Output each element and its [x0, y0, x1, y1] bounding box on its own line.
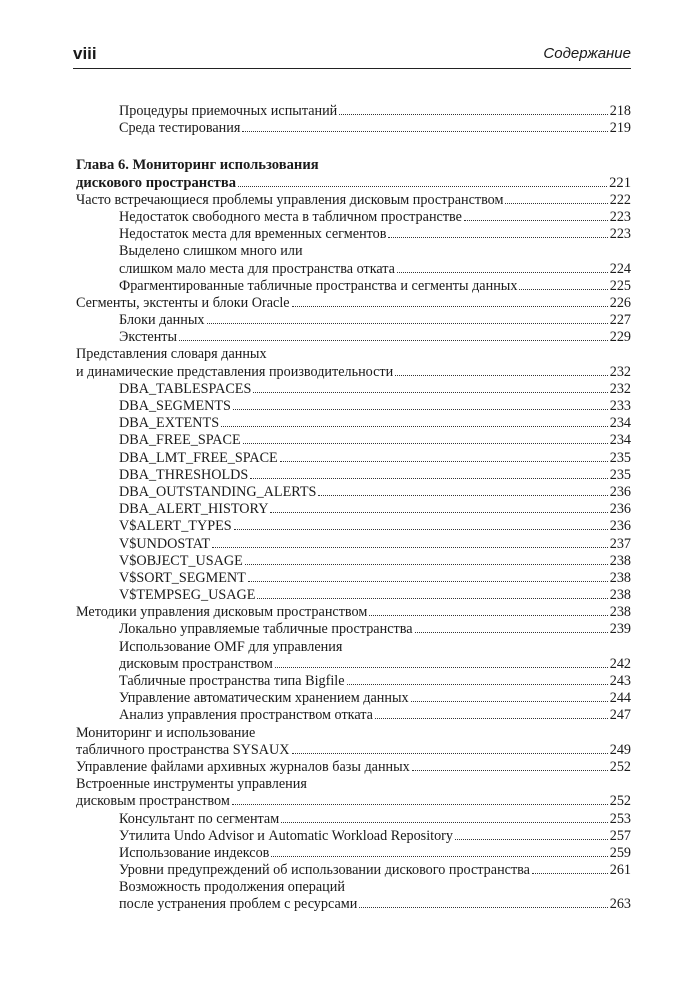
dot-leader	[411, 701, 608, 702]
toc-page-number: 219	[609, 120, 631, 137]
toc-entry	[73, 432, 631, 449]
toc-entry-title: Локально управляемые табличные пространства	[119, 621, 413, 638]
toc-entry-title: Управление файлами архивных журналов базы данных	[76, 758, 410, 775]
toc-entry	[73, 120, 631, 137]
toc-entry-title: Консультант по сегментам	[119, 810, 280, 827]
toc-page-number: 238	[609, 587, 631, 604]
running-header	[73, 42, 631, 69]
toc-page-number: 222	[609, 191, 631, 208]
dot-leader	[233, 409, 608, 410]
toc-entry-title: Процедуры приемочных испытаний	[119, 103, 338, 119]
toc-entry-title: Встроенные инструменты управления	[76, 776, 307, 793]
dot-leader	[532, 873, 608, 874]
toc-entry-title: Анализ управления пространством отката	[119, 707, 373, 724]
toc-entry	[73, 295, 631, 312]
toc-entry-title: Мониторинг и использование	[76, 724, 256, 741]
toc-entry-title: DBA_ALERT_HISTORY	[119, 501, 269, 518]
toc-entry-title: Выделено слишком много или	[119, 243, 303, 260]
toc-page-number: 233	[609, 398, 631, 414]
toc-entry-title: Часто встречающиеся проблемы управления дисковым пространством	[76, 191, 504, 208]
toc-page-number: 226	[609, 294, 631, 311]
dot-leader	[347, 684, 608, 685]
dot-leader	[397, 272, 608, 273]
toc-entry-title: V$OBJECT_USAGE	[119, 552, 243, 569]
toc-page-number: 238	[609, 569, 631, 586]
toc-entry-title: после устранения проблем с ресурсами	[119, 896, 358, 913]
dot-leader	[359, 907, 607, 908]
section-title: Содержание	[543, 45, 631, 62]
dot-leader	[369, 615, 607, 616]
toc-entry	[73, 862, 631, 879]
toc-entry-title: DBA_LMT_FREE_SPACE	[119, 449, 278, 466]
dot-leader	[505, 203, 607, 204]
toc-page-number: 232	[609, 380, 631, 397]
dot-leader	[318, 495, 607, 496]
toc-entry-title: Использование индексов	[119, 844, 270, 861]
toc-entry-title: и динамические представления производительности	[76, 363, 394, 380]
toc-entry	[73, 656, 631, 673]
toc-page-number: 236	[609, 483, 631, 500]
toc-page-number: 253	[609, 810, 631, 827]
toc-page-number: 238	[609, 604, 631, 621]
dot-leader	[250, 478, 607, 479]
toc-entry	[73, 553, 631, 570]
toc-entry	[73, 415, 631, 432]
dot-leader	[257, 598, 607, 599]
dot-leader	[242, 131, 607, 132]
toc-entry-title: V$ALERT_TYPES	[119, 518, 232, 535]
toc-entry-title: Экстенты	[119, 329, 178, 346]
dot-leader	[232, 804, 608, 805]
toc-entry-title: Среда тестирования	[119, 120, 241, 137]
toc-entry	[73, 673, 631, 690]
dot-leader	[395, 375, 608, 376]
toc-page-number: 229	[609, 329, 631, 346]
toc-entry	[73, 742, 631, 759]
toc-entry-title: V$UNDOSTAT	[119, 535, 211, 552]
toc-entry	[73, 639, 631, 656]
toc-entry-title: Сегменты, экстенты и блоки Oracle	[76, 294, 290, 311]
toc-entry-title: DBA_EXTENTS	[119, 415, 220, 432]
toc-entry	[73, 570, 631, 587]
toc-entry	[73, 381, 631, 398]
dot-leader	[234, 529, 608, 530]
dot-leader	[412, 770, 608, 771]
toc-page-number: 236	[609, 501, 631, 518]
toc-entry	[73, 329, 631, 346]
dot-leader	[292, 306, 608, 307]
toc-entry-title: Глава 6. Мониторинг использования	[76, 157, 319, 174]
toc-page-number: 237	[609, 535, 631, 552]
toc-page-number: 244	[609, 690, 631, 707]
toc-entry	[73, 450, 631, 467]
toc-entry-title: Фрагментированные табличные пространства и сегменты данных	[119, 277, 518, 294]
toc-page-number: 225	[609, 277, 631, 294]
toc-page-number: 239	[609, 621, 631, 638]
chapter-heading	[73, 175, 631, 192]
dot-leader	[238, 186, 607, 187]
toc-page-number: 238	[609, 552, 631, 569]
toc-entry-title: слишком мало места для пространства отката	[119, 260, 395, 277]
dot-leader	[243, 443, 608, 444]
toc-entry	[73, 621, 631, 638]
page-number: viii	[73, 44, 97, 63]
toc-entry	[73, 364, 631, 381]
dot-leader	[464, 220, 608, 221]
toc-entry-title: дискового пространства	[76, 174, 236, 191]
toc-page-number: 235	[609, 449, 631, 466]
toc-entry	[73, 759, 631, 776]
toc-entry	[73, 192, 631, 209]
toc-entry	[73, 776, 631, 793]
dot-leader	[270, 512, 607, 513]
toc-entry	[73, 261, 631, 278]
toc-entry	[73, 346, 631, 363]
toc-entry-title: Утилита Undo Advisor и Automatic Workload Repository	[119, 827, 454, 844]
toc-page-number: 232	[609, 363, 631, 380]
toc-page-number: 263	[609, 896, 631, 913]
toc-entry	[73, 243, 631, 260]
toc-entry	[73, 587, 631, 604]
toc-page-number: 252	[609, 793, 631, 810]
toc-page-number: 235	[609, 466, 631, 483]
toc-entry	[73, 103, 631, 120]
toc-entry	[73, 536, 631, 553]
dot-leader	[245, 564, 608, 565]
toc-entry	[73, 811, 631, 828]
toc-entry	[73, 828, 631, 845]
toc-entry-title: Возможность продолжения операций	[119, 879, 345, 896]
toc-entry	[73, 879, 631, 896]
dot-leader	[179, 340, 608, 341]
toc-entry-title: DBA_THRESHOLDS	[119, 466, 249, 483]
toc-page-number: 243	[609, 673, 631, 689]
toc-entry-title: DBA_TABLESPACES	[119, 380, 252, 397]
dot-leader	[212, 547, 608, 548]
dot-leader	[455, 839, 608, 840]
toc-page-number: 221	[609, 174, 631, 191]
toc-page-number: 252	[609, 758, 631, 775]
toc-entry-title: Управление автоматическим хранением данных	[119, 690, 409, 707]
toc-entry-title: V$SORT_SEGMENT	[119, 569, 246, 586]
toc-entry	[73, 501, 631, 518]
toc-entry-title: Недостаток свободного места в табличном пространстве	[119, 208, 462, 225]
toc-page-number: 218	[609, 103, 631, 119]
toc-page-number: 223	[609, 226, 631, 243]
table-of-contents	[73, 103, 631, 914]
toc-page-number: 234	[609, 415, 631, 432]
toc-entry	[73, 209, 631, 226]
toc-entry	[73, 278, 631, 295]
dot-leader	[375, 718, 608, 719]
dot-leader	[248, 581, 608, 582]
toc-page-number: 249	[609, 741, 631, 758]
toc-entry-title: дисковым пространством	[119, 655, 273, 672]
toc-entry-title: Использование OMF для управления	[119, 638, 343, 655]
toc-entry-title: Блоки данных	[119, 312, 205, 329]
toc-entry-title: V$TEMPSEG_USAGE	[119, 587, 256, 604]
toc-page-number: 242	[609, 655, 631, 672]
toc-entry	[73, 604, 631, 621]
toc-page-number: 223	[609, 208, 631, 225]
dot-leader	[280, 461, 608, 462]
toc-entry-title: Представления словаря данных	[76, 346, 267, 363]
toc-page-number: 227	[609, 312, 631, 329]
dot-leader	[292, 753, 608, 754]
toc-page-number: 224	[609, 260, 631, 277]
dot-leader	[388, 237, 607, 238]
toc-entry	[73, 518, 631, 535]
dot-leader	[207, 323, 608, 324]
toc-page-number: 257	[609, 827, 631, 844]
toc-entry-title: DBA_FREE_SPACE	[119, 432, 241, 449]
toc-entry	[73, 398, 631, 415]
toc-entry-title: Уровни предупреждений об использовании дискового пространства	[119, 862, 530, 879]
toc-page-number: 236	[609, 518, 631, 535]
dot-leader	[281, 822, 608, 823]
dot-leader	[253, 392, 607, 393]
toc-entry	[73, 707, 631, 724]
chapter-heading	[73, 157, 631, 174]
toc-entry-title: табличного пространства SYSAUX	[76, 741, 290, 758]
toc-entry	[73, 845, 631, 862]
toc-page-number: 247	[609, 707, 631, 724]
toc-entry-title: дисковым пространством	[76, 793, 230, 810]
dot-leader	[339, 114, 607, 115]
dot-leader	[415, 632, 608, 633]
toc-entry-title: DBA_OUTSTANDING_ALERTS	[119, 483, 317, 500]
toc-entry	[73, 467, 631, 484]
toc-entry-title: DBA_SEGMENTS	[119, 398, 231, 414]
toc-entry-title: Методики управления дисковым пространством	[76, 604, 368, 621]
toc-entry	[73, 690, 631, 707]
toc-entry	[73, 793, 631, 810]
toc-entry	[73, 484, 631, 501]
dot-leader	[271, 856, 607, 857]
toc-entry	[73, 312, 631, 329]
dot-leader	[519, 289, 607, 290]
dot-leader	[275, 667, 608, 668]
toc-entry-title: Табличные пространства типа Bigfile	[119, 673, 345, 689]
toc-page-number: 259	[609, 844, 631, 861]
toc-page-number: 234	[609, 432, 631, 449]
dot-leader	[221, 426, 608, 427]
toc-entry-title: Недостаток места для временных сегментов	[119, 226, 387, 243]
toc-entry	[73, 725, 631, 742]
toc-page-number: 261	[609, 862, 631, 879]
toc-entry	[73, 896, 631, 913]
toc-entry	[73, 226, 631, 243]
